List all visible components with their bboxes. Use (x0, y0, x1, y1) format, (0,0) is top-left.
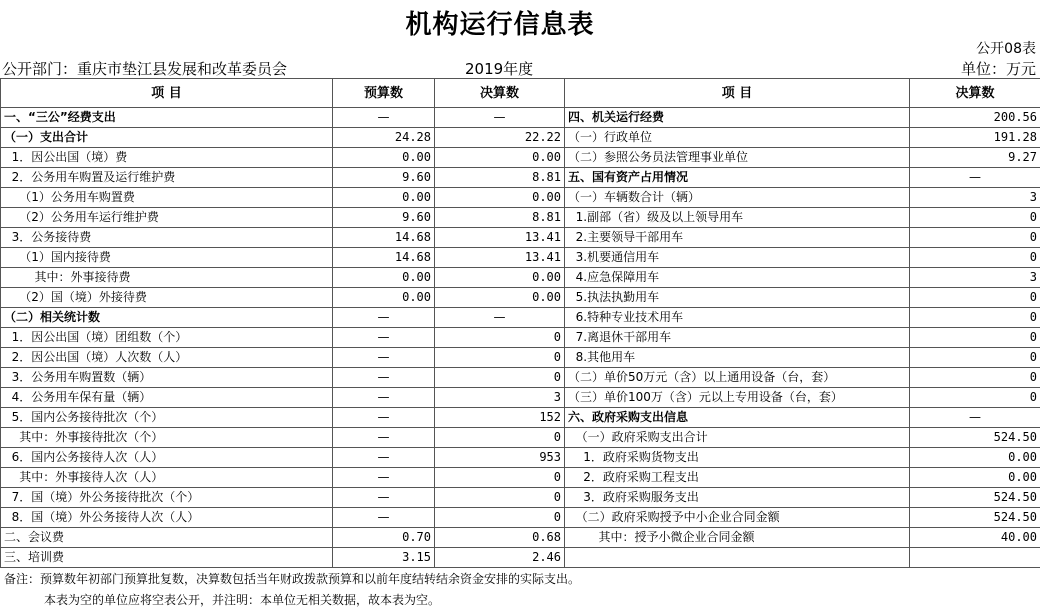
final-cell: 22.22 (435, 128, 565, 148)
info-table (0, 78, 1040, 568)
final-cell: 0 (435, 488, 565, 508)
left-item-cell: 2．因公出国（境）人次数（人） (1, 348, 333, 368)
table-row (1, 348, 1040, 368)
right-final-cell: 0 (910, 208, 1040, 228)
department-label: 公开部门：重庆市垫江县发展和改革委员会 (2, 60, 288, 78)
final-cell: 0 (435, 468, 565, 488)
budget-cell: 9.60 (333, 208, 435, 228)
right-final-cell: 0 (910, 328, 1040, 348)
header-final: 决算数 (435, 79, 565, 108)
right-item-cell: 其中：授予小微企业合同金额 (565, 528, 910, 548)
left-item-cell: （2）国（境）外接待费 (1, 288, 333, 308)
right-final-cell: 3 (910, 188, 1040, 208)
right-item-cell (565, 548, 910, 568)
budget-cell: — (333, 108, 435, 128)
right-item-cell: 1．政府采购货物支出 (565, 448, 910, 468)
right-item-cell: 8.其他用车 (565, 348, 910, 368)
budget-cell: 3.15 (333, 548, 435, 568)
table-row (1, 228, 1040, 248)
budget-cell: — (333, 388, 435, 408)
right-item-cell: 3.机要通信用车 (565, 248, 910, 268)
left-item-cell: 4．公务用车保有量（辆） (1, 388, 333, 408)
final-cell: 0.00 (435, 188, 565, 208)
left-item-cell: （2）公务用车运行维护费 (1, 208, 333, 228)
right-item-cell: （二）单价50万元（含）以上通用设备（台，套） (565, 368, 910, 388)
final-cell: 8.81 (435, 168, 565, 188)
right-final-cell: 0 (910, 248, 1040, 268)
final-cell: 953 (435, 448, 565, 468)
right-final-cell: 0.00 (910, 448, 1040, 468)
right-final-cell: 0 (910, 388, 1040, 408)
left-item-cell: 1．因公出国（境）团组数（个） (1, 328, 333, 348)
page-title: 机构运行信息表 (405, 10, 595, 40)
right-final-cell: 524.50 (910, 488, 1040, 508)
table-row (1, 148, 1040, 168)
table-row (1, 388, 1040, 408)
left-item-cell: （1）国内接待费 (1, 248, 333, 268)
right-item-cell: 6.特种专业技术用车 (565, 308, 910, 328)
budget-cell: 14.68 (333, 248, 435, 268)
table-row (1, 488, 1040, 508)
right-item-cell: 2.主要领导干部用车 (565, 228, 910, 248)
budget-cell: 14.68 (333, 228, 435, 248)
table-row (1, 248, 1040, 268)
budget-cell: 9.60 (333, 168, 435, 188)
final-cell: 152 (435, 408, 565, 428)
header-right-item: 项 目 (565, 79, 910, 108)
table-row (1, 108, 1040, 128)
header-left-item: 项 目 (1, 79, 333, 108)
budget-cell: 24.28 (333, 128, 435, 148)
table-code: 公开08表 (976, 41, 1036, 57)
budget-cell: — (333, 368, 435, 388)
left-item-cell: 5．国内公务接待批次（个） (1, 408, 333, 428)
right-item-cell: （二）政府采购授予中小企业合同金额 (565, 508, 910, 528)
table-row (1, 368, 1040, 388)
note-line-2: 本表为空的单位应将空表公开，并注明：本单位无相关数据，故本表为空。 (44, 593, 441, 607)
final-cell: 0.68 (435, 528, 565, 548)
right-item-cell: 1.副部（省）级及以上领导用车 (565, 208, 910, 228)
budget-cell: 0.00 (333, 288, 435, 308)
left-item-cell: 6．国内公务接待人次（人） (1, 448, 333, 468)
right-item-cell: 2．政府采购工程支出 (565, 468, 910, 488)
right-final-cell: 0 (910, 348, 1040, 368)
budget-cell: 0.00 (333, 268, 435, 288)
table-row (1, 208, 1040, 228)
table-row (1, 288, 1040, 308)
right-item-cell: 5.执法执勤用车 (565, 288, 910, 308)
right-item-cell: 五、国有资产占用情况 (565, 168, 910, 188)
final-cell: 0 (435, 428, 565, 448)
budget-cell: — (333, 428, 435, 448)
final-cell: 13.41 (435, 248, 565, 268)
budget-cell: — (333, 488, 435, 508)
unit-label: 单位：万元 (960, 60, 1036, 78)
final-cell: 13.41 (435, 228, 565, 248)
right-final-cell: 9.27 (910, 148, 1040, 168)
right-item-cell: 4.应急保障用车 (565, 268, 910, 288)
table-row (1, 188, 1040, 208)
right-item-cell: 3．政府采购服务支出 (565, 488, 910, 508)
table-row (1, 328, 1040, 348)
right-final-cell: 0 (910, 288, 1040, 308)
budget-cell: — (333, 348, 435, 368)
right-item-cell: （一）车辆数合计（辆） (565, 188, 910, 208)
final-cell: 3 (435, 388, 565, 408)
final-cell: 0.00 (435, 268, 565, 288)
right-item-cell: （二）参照公务员法管理事业单位 (565, 148, 910, 168)
left-item-cell: 三、培训费 (1, 548, 333, 568)
table-row (1, 408, 1040, 428)
left-item-cell: 8．国（境）外公务接待人次（人） (1, 508, 333, 528)
header-right-final: 决算数 (910, 79, 1040, 108)
table-row (1, 128, 1040, 148)
left-item-cell: 3．公务用车购置数（辆） (1, 368, 333, 388)
right-final-cell: 0 (910, 308, 1040, 328)
right-final-cell: 0 (910, 368, 1040, 388)
right-final-cell: 3 (910, 268, 1040, 288)
final-cell: 0 (435, 328, 565, 348)
left-item-cell: 2．公务用车购置及运行维护费 (1, 168, 333, 188)
table-row (1, 268, 1040, 288)
final-cell: 0 (435, 348, 565, 368)
right-final-cell: 200.56 (910, 108, 1040, 128)
left-item-cell: 其中：外事接待人次（人） (1, 468, 333, 488)
note-line-1: 备注：预算数年初部门预算批复数，决算数包括当年财政拨款预算和以前年度结转结余资金安排的实际支出。 (4, 572, 581, 586)
final-cell: — (435, 108, 565, 128)
right-final-cell: 191.28 (910, 128, 1040, 148)
left-item-cell: 3．公务接待费 (1, 228, 333, 248)
left-item-cell: 一、“三公”经费支出 (1, 108, 333, 128)
budget-cell: — (333, 308, 435, 328)
final-cell: 8.81 (435, 208, 565, 228)
budget-cell: — (333, 468, 435, 488)
budget-cell: — (333, 448, 435, 468)
budget-cell: — (333, 408, 435, 428)
left-item-cell: 其中：外事接待批次（个） (1, 428, 333, 448)
final-cell: 0 (435, 368, 565, 388)
left-item-cell: 二、会议费 (1, 528, 333, 548)
right-item-cell: 六、政府采购支出信息 (565, 408, 910, 428)
header-budget: 预算数 (333, 79, 435, 108)
table-row (1, 168, 1040, 188)
left-item-cell: （二）相关统计数 (1, 308, 333, 328)
right-item-cell: （一）政府采购支出合计 (565, 428, 910, 448)
final-cell: 0.00 (435, 148, 565, 168)
final-cell: 0 (435, 508, 565, 528)
table-row (1, 548, 1040, 568)
table-row (1, 428, 1040, 448)
table-header-row (1, 79, 1040, 108)
table-row (1, 468, 1040, 488)
final-cell: 0.00 (435, 288, 565, 308)
table-row (1, 308, 1040, 328)
left-item-cell: （一）支出合计 (1, 128, 333, 148)
right-final-cell (910, 548, 1040, 568)
table-row (1, 448, 1040, 468)
table-row (1, 528, 1040, 548)
budget-cell: 0.00 (333, 188, 435, 208)
right-item-cell: 7.离退休干部用车 (565, 328, 910, 348)
budget-cell: — (333, 328, 435, 348)
right-item-cell: （三）单价100万（含）元以上专用设备（台，套） (565, 388, 910, 408)
left-item-cell: 其中：外事接待费 (1, 268, 333, 288)
right-final-cell: 524.50 (910, 428, 1040, 448)
left-item-cell: 1．因公出国（境）费 (1, 148, 333, 168)
final-cell: 2.46 (435, 548, 565, 568)
budget-cell: — (333, 508, 435, 528)
left-item-cell: 7．国（境）外公务接待批次（个） (1, 488, 333, 508)
right-item-cell: （一）行政单位 (565, 128, 910, 148)
table-row (1, 508, 1040, 528)
right-final-cell: 0.00 (910, 468, 1040, 488)
right-final-cell: 0 (910, 228, 1040, 248)
right-final-cell: — (910, 168, 1040, 188)
right-final-cell: 524.50 (910, 508, 1040, 528)
budget-cell: 0.00 (333, 148, 435, 168)
right-final-cell: 40.00 (910, 528, 1040, 548)
right-item-cell: 四、机关运行经费 (565, 108, 910, 128)
final-cell: — (435, 308, 565, 328)
right-final-cell: — (910, 408, 1040, 428)
year-label: 2019年度 (465, 60, 534, 78)
budget-cell: 0.70 (333, 528, 435, 548)
left-item-cell: （1）公务用车购置费 (1, 188, 333, 208)
